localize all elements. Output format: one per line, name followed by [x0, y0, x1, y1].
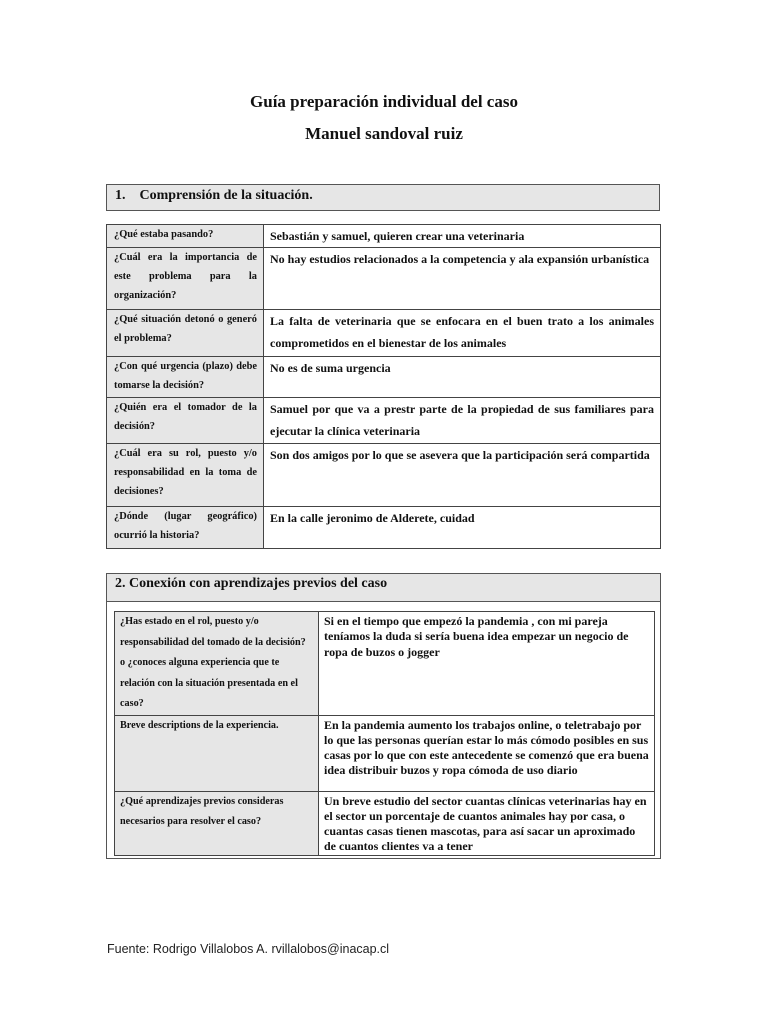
answer-cell: Samuel por que va a prestr parte de la propiedad de sus familiares para ejecutar la clínica veterinaria: [264, 398, 661, 444]
answer-cell: Un breve estudio del sector cuantas clínicas veterinarias hay en el sector un porcentaje de cuantos animales hay por casa, o cuantas casas tienen mascotas, para así sacar un aproximado de cuantos clientes va a tener: [319, 791, 655, 855]
answer-cell: La falta de veterinaria que se enfocara en el buen trato a los animales comprometidos en el bienestar de los animales: [264, 310, 661, 357]
source-footer: Fuente: Rodrigo Villalobos A. rvillalobos@inacap.cl: [107, 942, 390, 956]
answer-cell: Si en el tiempo que empezó la pandemia , con mi pareja teníamos la duda si sería buena idea empezar un negocio de ropa de buzos o jogger: [319, 612, 655, 716]
document-title: Guía preparación individual del caso: [250, 92, 518, 111]
question-cell: ¿Qué aprendizajes previos consideras necesarios para resolver el caso?: [115, 791, 319, 855]
table-row: [115, 715, 655, 791]
question-cell: ¿Cuál era la importancia de este problema para la organización?: [107, 248, 264, 310]
question-cell: ¿Con qué urgencia (plazo) debe tomarse la decisión?: [107, 357, 264, 398]
answer-cell: En la pandemia aumento los trabajos online, o teletrabajo por lo que las personas querían estar lo más cómodo posibles en sus casas por lo que con este antecedente se comenzó que era buena idea distribuir buzos y ropa cómoda de uso diario: [319, 715, 655, 791]
section-1-heading: 1. Comprensión de la situación.: [106, 184, 660, 211]
answer-cell: Sebastián y samuel, quieren crear una veterinaria: [264, 225, 661, 248]
table-row: [115, 612, 655, 716]
table-row: [107, 444, 661, 507]
prior-learning-table: [114, 611, 655, 856]
answer-cell: No hay estudios relacionados a la competencia y ala expansión urbanística: [264, 248, 661, 310]
question-cell: ¿Cuál era su rol, puesto y/o responsabilidad en la toma de decisiones?: [107, 444, 264, 507]
situation-table: [106, 224, 661, 549]
question-cell: ¿Qué situación detonó o generó el problema?: [107, 310, 264, 357]
author-name: Manuel sandoval ruiz: [305, 124, 463, 143]
question-cell: ¿Dónde (lugar geográfico) ocurrió la historia?: [107, 507, 264, 549]
table-row: [107, 310, 661, 357]
table-row: [107, 248, 661, 310]
table-row: [107, 507, 661, 549]
answer-cell: No es de suma urgencia: [264, 357, 661, 398]
table-row: [107, 225, 661, 248]
table-row: [107, 357, 661, 398]
table-row: [107, 398, 661, 444]
answer-cell: Son dos amigos por lo que se asevera que la participación será compartida: [264, 444, 661, 507]
question-cell: Breve descriptions de la experiencia.: [115, 715, 319, 791]
section-2-heading: 2. Conexión con aprendizajes previos del caso: [107, 574, 660, 602]
question-cell: ¿Has estado en el rol, puesto y/o responsabilidad del tomado de la decisión? o ¿conoces alguna experiencia que te relación con la situación presentada en el caso?: [115, 612, 319, 716]
table-row: [115, 791, 655, 855]
question-cell: ¿Quién era el tomador de la decisión?: [107, 398, 264, 444]
question-cell: ¿Qué estaba pasando?: [107, 225, 264, 248]
answer-cell: En la calle jeronimo de Alderete, cuidad: [264, 507, 661, 549]
